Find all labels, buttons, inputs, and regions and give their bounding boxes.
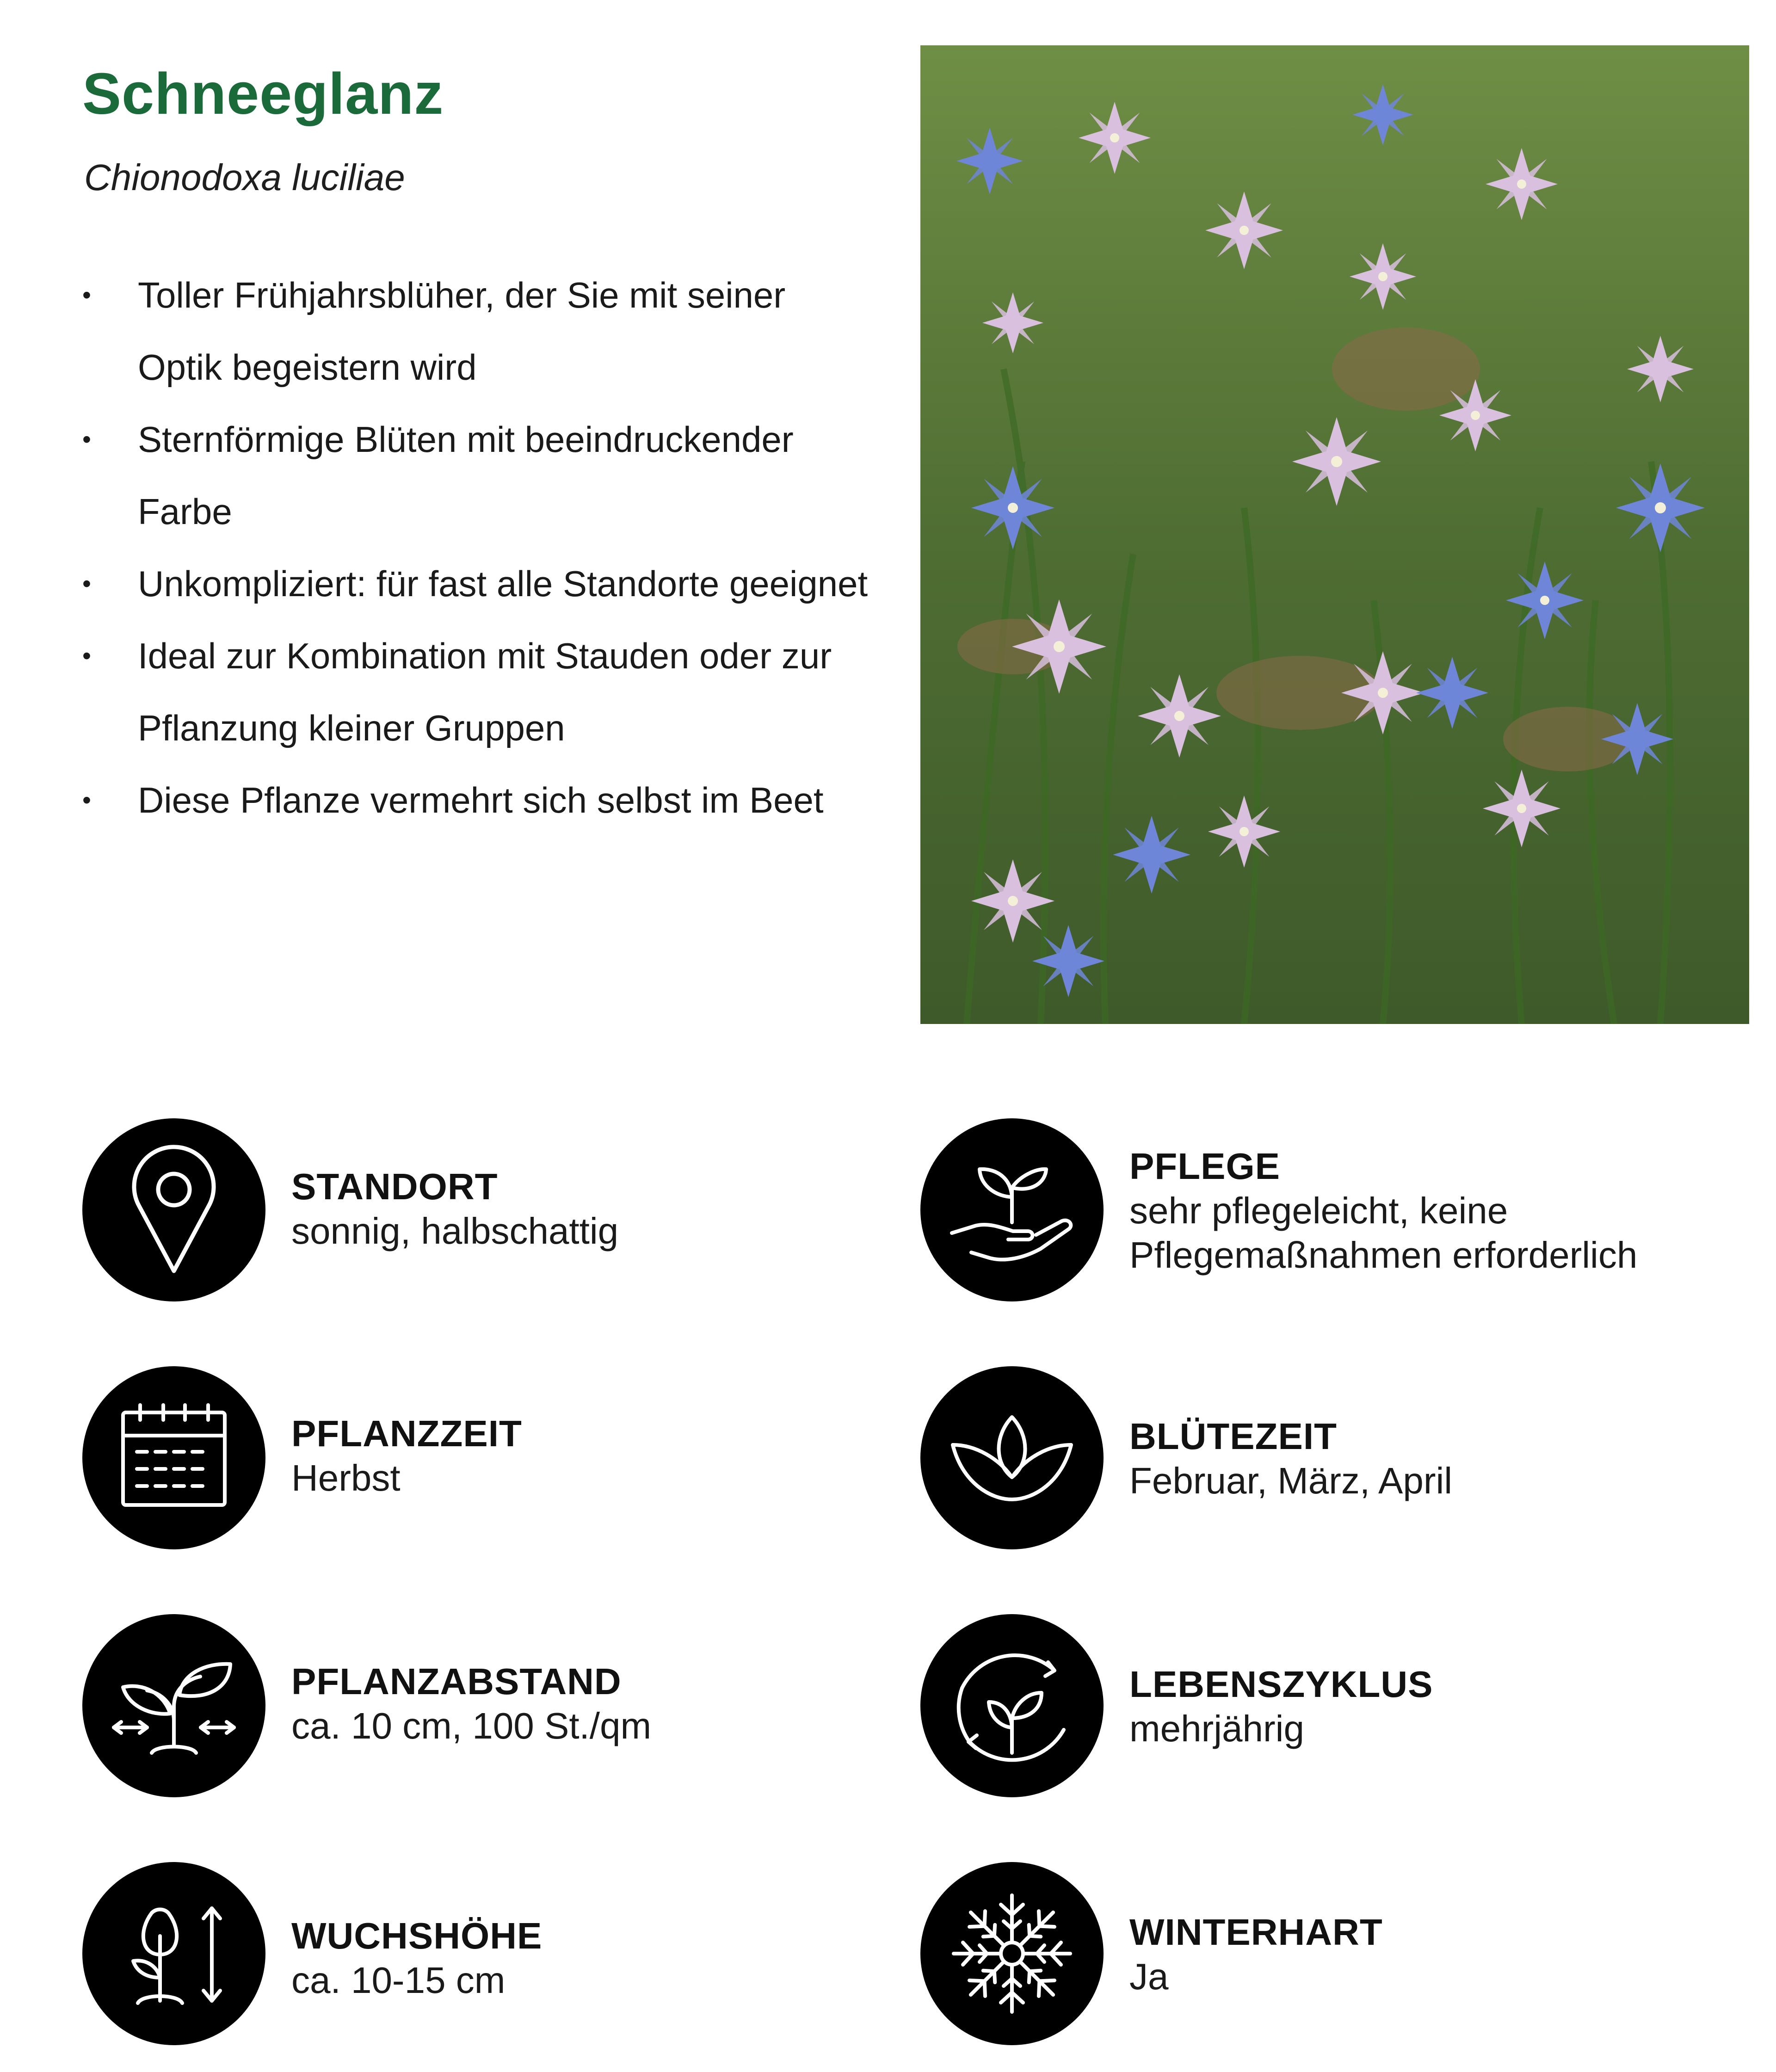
sprout-spacing-icon	[82, 1614, 265, 1797]
feature-value: Herbst	[291, 1457, 401, 1498]
bullet-dot: •	[82, 426, 91, 453]
bullet-text: Ideal zur Kombination mit Stauden oder zur Pflanzung kleiner Gruppen	[138, 635, 832, 748]
bullet-item	[82, 764, 878, 836]
feature-value: Ja	[1129, 1956, 1169, 1997]
feature-value: sonnig, halbschattig	[291, 1210, 619, 1252]
bullet-dot: •	[82, 786, 91, 814]
feature-title: PFLANZABSTAND	[291, 1661, 622, 1702]
bullet-text: Diese Pflanze vermehrt sich selbst im Beet	[138, 780, 824, 820]
feature-bullet-list	[82, 259, 878, 836]
bullet-text: Sternförmige Blüten mit beeindruckender Farbe	[138, 419, 794, 532]
botanical-name: Chionodoxa luciliae	[84, 157, 405, 198]
cycle-sprout-icon	[920, 1614, 1104, 1797]
lotus-flower-icon	[920, 1366, 1104, 1549]
feature-value: ca. 10 cm, 100 St./qm	[291, 1705, 652, 1746]
flower-photo	[920, 45, 1749, 1024]
feature-title: WINTERHART	[1129, 1912, 1383, 1953]
calendar-icon	[82, 1366, 265, 1549]
feature-value: Februar, März, April	[1129, 1460, 1453, 1501]
page-title: Schneeglanz	[82, 61, 444, 126]
bullet-item	[82, 620, 878, 764]
flower-photo-illustration	[920, 45, 1749, 1024]
plant-height-icon	[82, 1862, 265, 2045]
snowflake-icon	[920, 1862, 1104, 2045]
feature-value: sehr pflegeleicht, keine Pflegemaßnahmen erforderlich	[1129, 1190, 1638, 1276]
feature-title: LEBENSZYKLUS	[1129, 1664, 1433, 1705]
feature-title: WUCHSHÖHE	[291, 1915, 543, 1956]
feature-title: STANDORT	[291, 1166, 498, 1207]
bullet-dot: •	[82, 570, 91, 598]
bullet-dot: •	[82, 281, 91, 309]
feature-value: ca. 10-15 cm	[291, 1960, 506, 2001]
bullet-dot: •	[82, 642, 91, 670]
bullet-item	[82, 403, 878, 548]
feature-title: BLÜTEZEIT	[1129, 1416, 1337, 1457]
hand-with-sprout-icon	[920, 1118, 1104, 1301]
feature-title: PFLEGE	[1129, 1146, 1281, 1187]
location-pin-icon	[82, 1118, 265, 1301]
feature-title: PFLANZZEIT	[291, 1413, 522, 1454]
bullet-text: Toller Frühjahrsblüher, der Sie mit seiner Optik begeistern wird	[138, 275, 786, 388]
feature-value: mehrjährig	[1129, 1708, 1304, 1749]
bullet-item	[82, 259, 878, 403]
bullet-text: Unkompliziert: für fast alle Standorte geeignet	[138, 563, 868, 604]
bullet-item	[82, 548, 878, 620]
